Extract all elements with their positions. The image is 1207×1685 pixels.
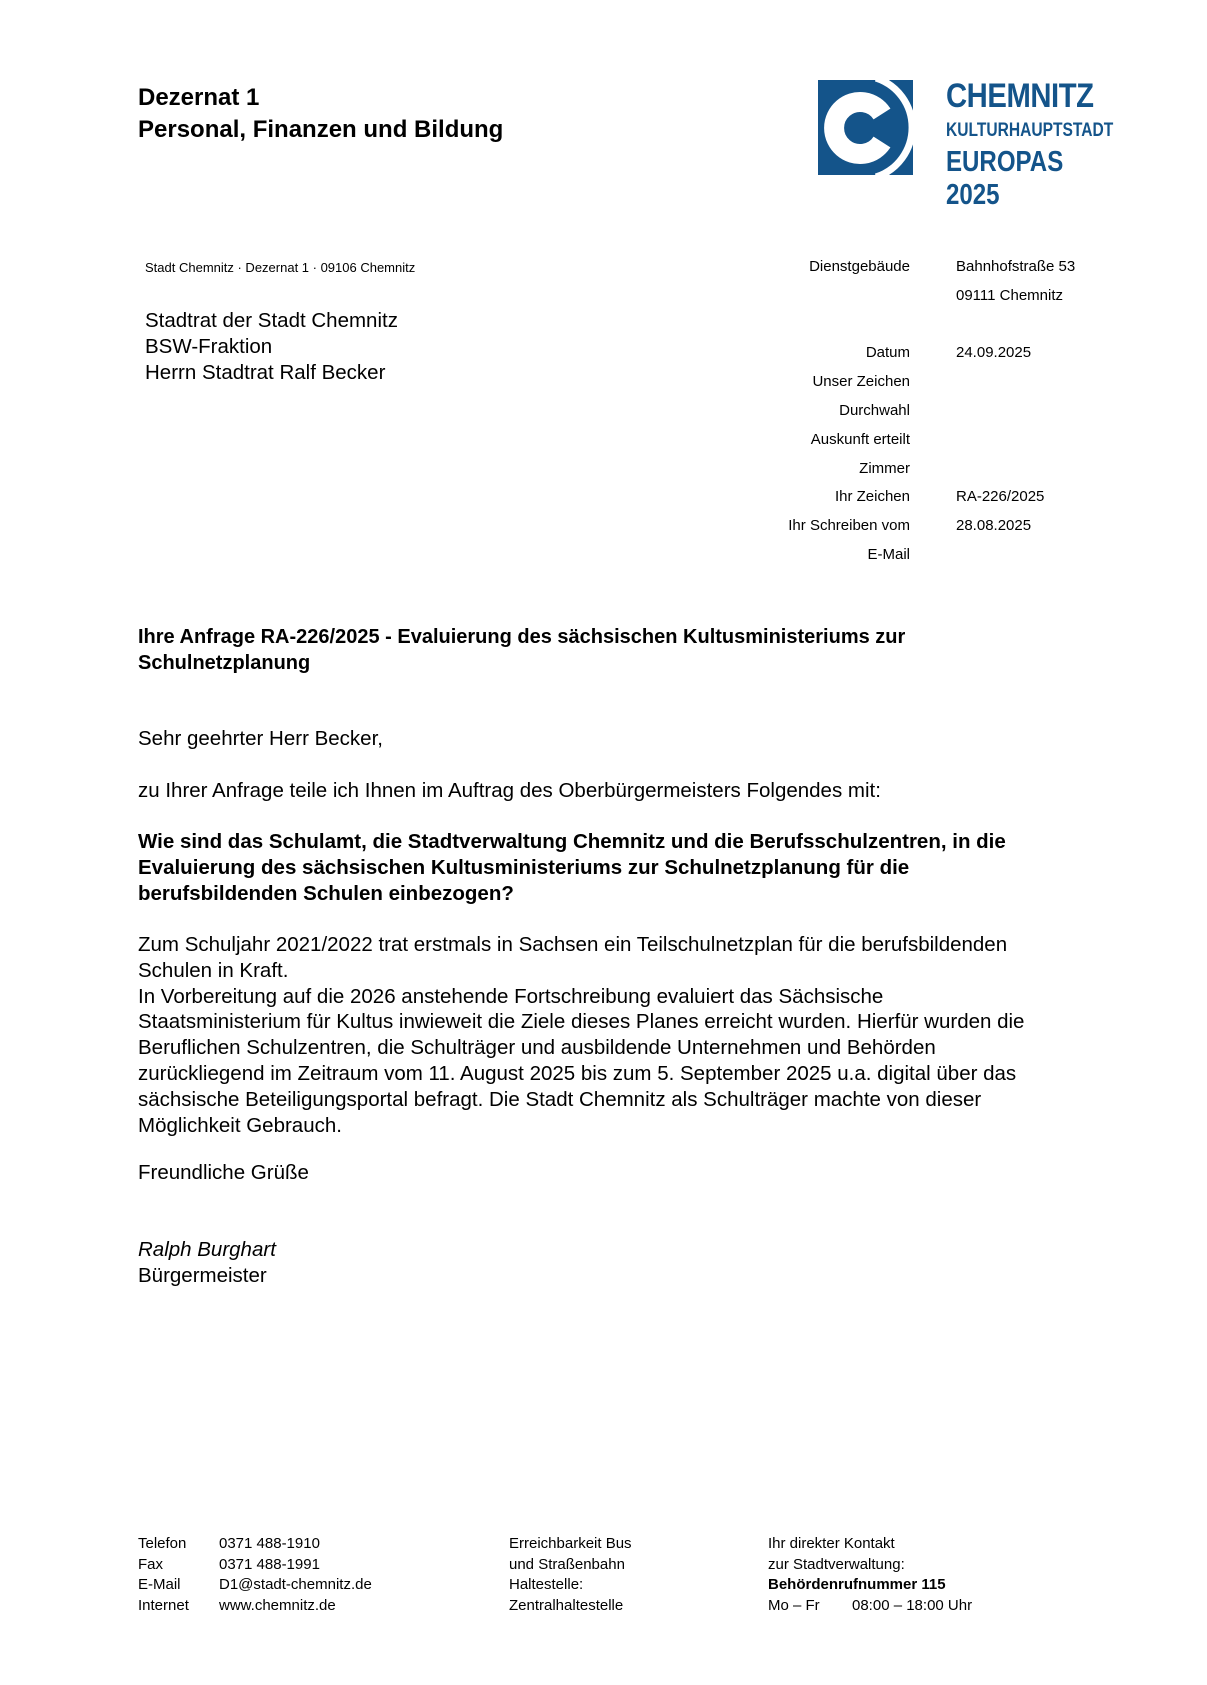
footer-transit [509, 1534, 632, 1616]
meta-value: Bahnhofstraße 53 [956, 258, 1076, 275]
meta-label: Ihr Schreiben vom [788, 517, 910, 535]
footer-direct-line: Ihr direkter Kontakt [768, 1535, 895, 1552]
recipient-line: BSW-Fraktion [145, 335, 273, 358]
meta-row-your-letter-date [740, 517, 1156, 546]
salutation: Sehr geehrter Herr Becker, [138, 727, 383, 750]
department-number: Dezernat 1 [138, 84, 260, 111]
question-paragraph [138, 829, 1118, 906]
footer-days: Mo – Fr [768, 1596, 820, 1614]
footer-transit-stop: Zentralhaltestelle [509, 1596, 624, 1614]
meta-label: Auskunft erteilt [810, 430, 910, 448]
answer-line: zurückliegend im Zeitraum vom 11. August 2025 bis zum 5. September 2025 u.a. digital über das [138, 1061, 1017, 1085]
question-line: berufsbildenden Schulen einbezogen? [138, 881, 514, 905]
footer-label: Fax [138, 1555, 164, 1573]
meta-row-room [740, 460, 1156, 489]
answer-line: Beruflichen Schulzentren, die Schulträger und ausbildende Unternehmen und Behörden [138, 1036, 936, 1060]
meta-value [956, 546, 1156, 575]
footer-transit-line: und Straßenbahn [509, 1555, 625, 1573]
footer-hours-row [768, 1596, 972, 1617]
letter-meta-block [740, 258, 1156, 575]
meta-label: Unser Zeichen [812, 373, 910, 391]
meta-value [956, 460, 1156, 489]
footer-phone-row [138, 1534, 372, 1555]
chemnitz-c-logo-icon [818, 80, 913, 175]
signatory-title: Bürgermeister [138, 1263, 267, 1287]
footer-hotline: Behördenrufnummer 115 [768, 1576, 946, 1593]
meta-row-your-reference [740, 488, 1156, 517]
footer-phone[interactable]: 0371 488-1910 [219, 1535, 320, 1552]
answer-line: Möglichkeit Gebrauch. [138, 1113, 342, 1137]
question-line: Wie sind das Schulamt, die Stadtverwaltung Chemnitz und die Berufsschulzentren, in die [138, 830, 1006, 853]
meta-value: RA-226/2025 [956, 488, 1045, 506]
recipient-line: Herrn Stadtrat Ralf Becker [145, 361, 386, 384]
signature-block [138, 1237, 1118, 1289]
footer-contact [138, 1534, 372, 1616]
letter-subject [138, 624, 1098, 676]
footer-label: E-Mail [138, 1576, 181, 1593]
footer-internet-row [138, 1596, 372, 1617]
meta-label [740, 316, 956, 345]
intro-paragraph: zu Ihrer Anfrage teile ich Ihnen im Auftrag des Oberbürgermeisters Folgendes mit: [138, 779, 881, 802]
footer-website-link[interactable]: www.chemnitz.de [219, 1596, 336, 1614]
chemnitz-logo [818, 77, 1118, 211]
footer-label: Telefon [138, 1535, 187, 1552]
footer-fax-row [138, 1555, 372, 1576]
meta-row-city [740, 287, 1156, 316]
recipient-line: Stadtrat der Stadt Chemnitz [145, 309, 398, 332]
footer-hours: 08:00 – 18:00 Uhr [852, 1596, 973, 1614]
meta-row-our-reference [740, 373, 1156, 402]
answer-line: In Vorbereitung auf die 2026 anstehende Fortschreibung evaluiert das Sächsische [138, 984, 884, 1008]
answer-line: Schulen in Kraft. [138, 958, 289, 982]
meta-label: E-Mail [867, 545, 910, 563]
meta-value: 28.08.2025 [956, 517, 1032, 535]
question-line: Evaluierung des sächsischen Kultusministeriums zur Schulnetzplanung für die [138, 855, 910, 879]
meta-value [956, 431, 1156, 460]
meta-row-contact-person [740, 431, 1156, 460]
answer-line: Staatsministerium für Kultus inwieweit die Ziele dieses Planes erreicht wurden. Hierfür wurden die [138, 1010, 1025, 1034]
closing: Freundliche Grüße [138, 1161, 309, 1184]
footer-direct-contact [768, 1534, 972, 1616]
sender-return-address: Stadt Chemnitz · Dezernat 1 · 09106 Chemnitz [145, 260, 416, 275]
answer-paragraph [138, 932, 1118, 1138]
meta-row-direct-dial [740, 402, 1156, 431]
footer-direct-line: zur Stadtverwaltung: [768, 1555, 905, 1573]
recipient-address [145, 308, 398, 386]
meta-row-building [740, 258, 1156, 287]
logo-line-2: KULTURHAUPTSTADT [946, 120, 1114, 141]
footer-label: Internet [138, 1596, 189, 1614]
meta-value [956, 373, 1156, 402]
department-heading [138, 82, 503, 146]
meta-label: Datum [865, 344, 910, 362]
meta-value: 24.09.2025 [956, 344, 1032, 362]
meta-row-spacer [740, 316, 1156, 345]
meta-label: Zimmer [859, 459, 910, 477]
answer-line: sächsische Beteiligungsportal befragt. Die Stadt Chemnitz als Schulträger machte von dieser [138, 1087, 982, 1111]
meta-label: Durchwahl [839, 401, 910, 419]
footer-email-link[interactable]: D1@stadt-chemnitz.de [219, 1576, 372, 1593]
department-name: Personal, Finanzen und Bildung [138, 116, 504, 143]
meta-row-date [740, 344, 1156, 373]
signatory-name: Ralph Burghart [138, 1238, 276, 1261]
meta-value [956, 316, 1156, 345]
answer-line: Zum Schuljahr 2021/2022 trat erstmals in Sachsen ein Teilschulnetzplan für die berufsbildenden [138, 933, 1008, 956]
footer-transit-line: Haltestelle: [509, 1576, 584, 1593]
meta-label: Ihr Zeichen [834, 488, 910, 506]
footer-fax: 0371 488-1991 [219, 1555, 320, 1573]
meta-row-email [740, 546, 1156, 575]
logo-line-3: EUROPAS 2025 [946, 146, 1064, 211]
footer-transit-line: Erreichbarkeit Bus [509, 1535, 632, 1552]
footer-email-row [138, 1575, 372, 1596]
meta-value: 09111 Chemnitz [956, 286, 1064, 304]
subject-line: Ihre Anfrage RA-226/2025 - Evaluierung des sächsischen Kultusministeriums zur [138, 626, 906, 648]
subject-line: Schulnetzplanung [138, 652, 311, 674]
meta-value [956, 402, 1156, 431]
meta-label: Dienstgebäude [809, 258, 910, 275]
logo-line-1: CHEMNITZ [946, 77, 1094, 115]
meta-label [740, 287, 956, 316]
